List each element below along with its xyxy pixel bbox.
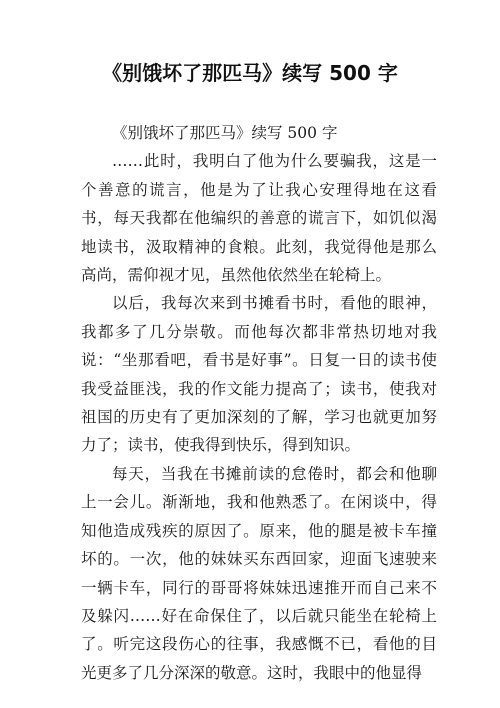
paragraph-3: 每天，当我在书摊前读的怠倦时，都会和他聊上一会儿。渐渐地，我和他熟悉了。在闲谈中，得知他造成残疾的原因了。原来，他的腿是被卡车撞坏的。一次，他的妹妹买东西回家，迎面飞速驶来一辆卡车，同行的哥哥将妹妹迅速推开而自己来不及躲闪……好在命保住了，以后就只能坐在轮椅上了。听完这段伤心的往事，我感慨不已，看他的目光更多了几分深深的敬意。这时，我眼中的他显得 [81,464,437,682]
page-title: 《别饿坏了那匹马》续写 500 字 [102,61,398,85]
paragraph-2: 以后，我每次来到书摊看书时，看他的眼神，我都多了几分崇敬。而他每次都非常热切地对我说：“坐那看吧，看书是好事”。日复一日的读书使我受益匪浅，我的作文能力提高了；读书，使我对祖国的历史有了更加深刻的了解，学习也就更加努力了；读书，使我得到快乐，得到知识。 [81,294,437,455]
article-body [81,119,437,687]
paragraph-1: ……此时，我明白了他为什么要骗我，这是一个善意的谎言，他是为了让我心安理得地在这看书，每天我都在他编织的善意的谎言下，如饥似渴地读书，汲取精神的食粮。此刻，我觉得他是那么高尚，需仰视才见，虽然他依然坐在轮椅上。 [81,152,437,285]
article-subtitle: 《别饿坏了那匹马》续写 500 字 [112,124,338,142]
